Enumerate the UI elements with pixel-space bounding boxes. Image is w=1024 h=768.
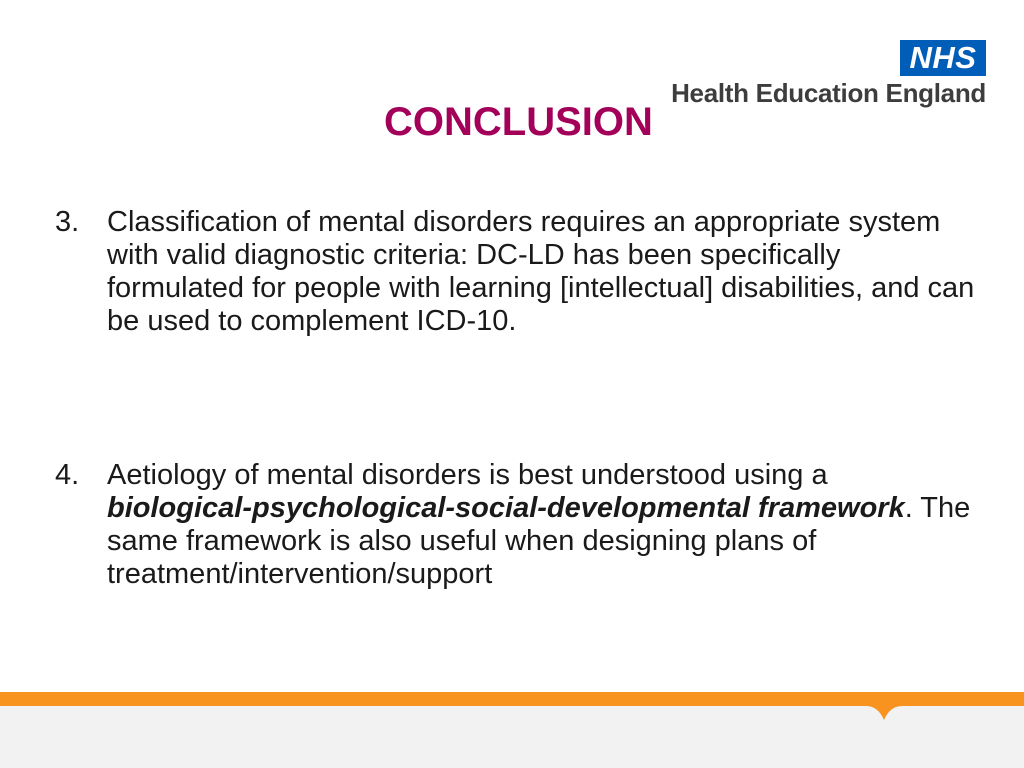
point-text: Classification of mental disorders requires an appropriate system with valid diagnostic criteria: DC-LD has been specifically formulated for people with learning [intellectual] disabilities, and can be used to complement ICD-10. [107, 206, 975, 337]
point-emphasis: biological-psychological-social-developmental framework [107, 492, 905, 524]
slide-title: CONCLUSION [384, 100, 653, 144]
point-number: 3. [55, 206, 80, 238]
point-4 [55, 459, 975, 591]
point-3 [55, 206, 975, 338]
nhs-logo: NHS [900, 40, 986, 76]
point-number: 4. [55, 459, 80, 491]
organisation-name: Health Education England [671, 78, 986, 108]
footer-bar [0, 692, 1024, 768]
point-text-after: . The same framework is also useful when designing plans of treatment/intervention/support [107, 492, 971, 590]
point-text-before: Aetiology of mental disorders is best understood using a [107, 459, 828, 491]
point-text [107, 459, 975, 591]
hee-logo [626, 40, 986, 112]
